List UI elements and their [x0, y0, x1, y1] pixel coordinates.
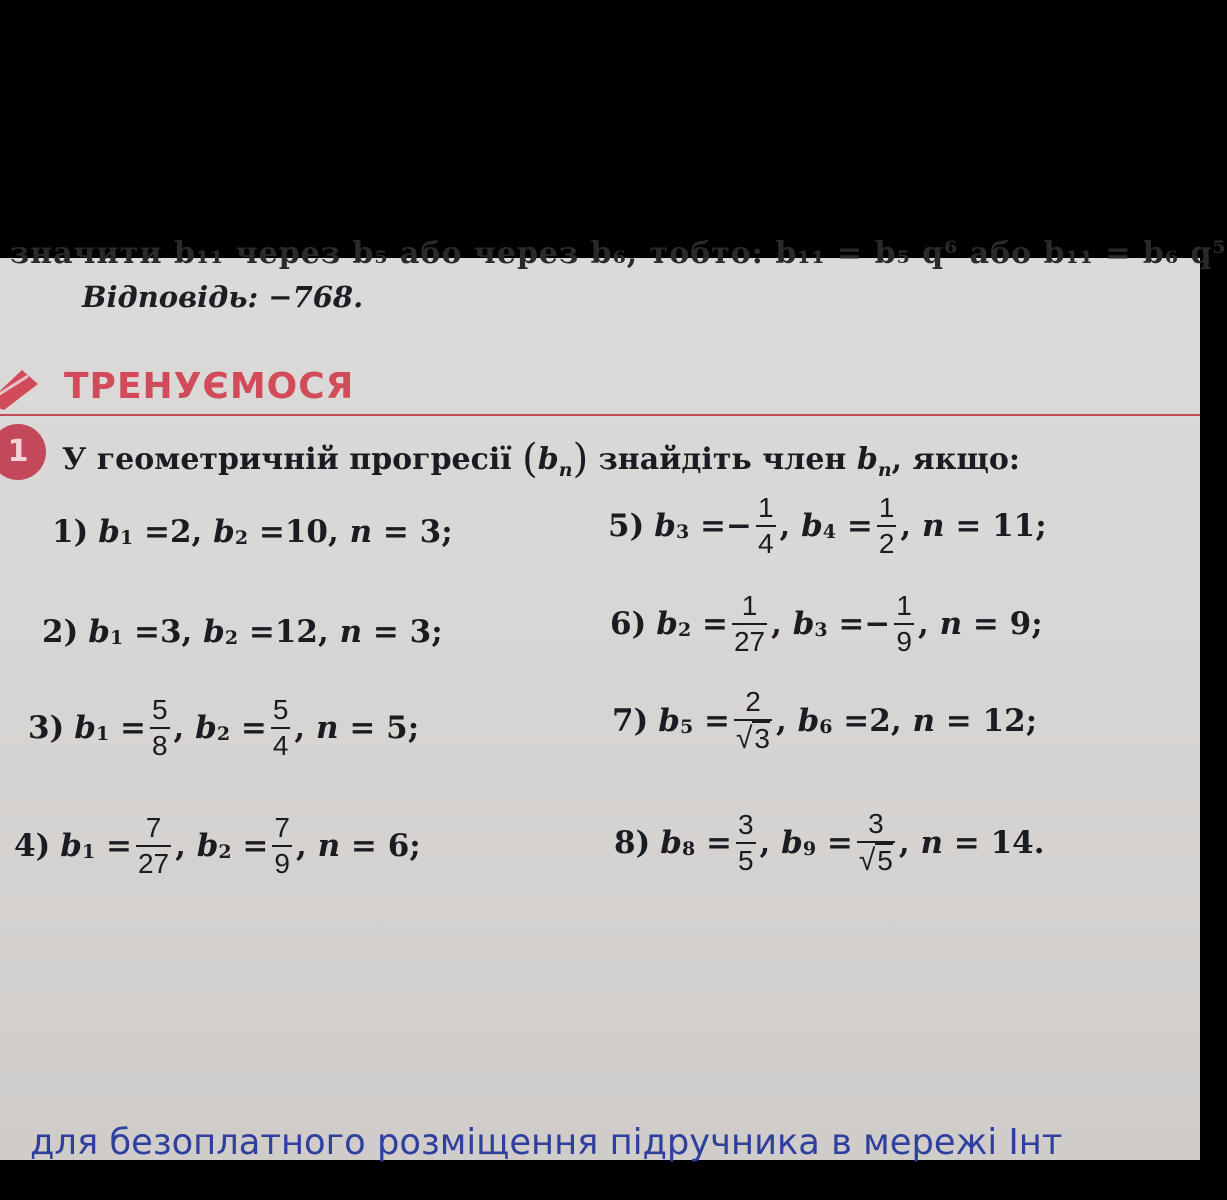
n-var: n — [339, 614, 363, 650]
n-var: n — [317, 828, 341, 864]
term-sub: 1 — [119, 527, 134, 549]
term-value: 2 — [169, 514, 192, 550]
denominator: 4 — [756, 525, 776, 558]
term-var: b — [781, 825, 803, 861]
n-var: n — [939, 606, 963, 642]
fraction — [736, 811, 756, 875]
n-value: 6 — [387, 828, 410, 864]
denominator: 5 — [736, 842, 756, 875]
term-sub: 2 — [677, 619, 692, 641]
denominator: 9 — [894, 623, 914, 656]
item-label: 2) — [42, 614, 79, 650]
n-var: n — [920, 825, 944, 861]
fraction — [136, 814, 171, 878]
term-var: b — [98, 514, 120, 550]
term-var: b — [60, 828, 82, 864]
numerator: 7 — [274, 812, 290, 843]
seq-symbol: b — [537, 442, 559, 477]
textbook-page — [0, 236, 1227, 1163]
denominator: 9 — [272, 845, 292, 878]
term-sub: 2 — [218, 841, 232, 863]
term-sub: 1 — [81, 841, 96, 863]
denominator: 27 — [732, 623, 767, 656]
item-end: ; — [1031, 606, 1043, 642]
denominator: 8 — [150, 727, 170, 760]
n-value: 14 — [990, 825, 1034, 861]
exercise-item-3: 3) b $_1$ = $\frac{5}{8}$ , b $_2$ = $\frac{5}{4}$ , n = 5 ; — [28, 694, 420, 761]
n-var: n — [921, 508, 945, 544]
exercise-item-4: 4) b $_1$ = $\frac{7}{27}$ , b $_2$ = $\frac{7}{9}$ , n = 6 ; — [14, 812, 421, 879]
term-sub: 5 — [679, 716, 694, 738]
n-var: n — [349, 514, 373, 550]
term-var: b — [801, 508, 823, 544]
numerator: 1 — [741, 590, 758, 621]
item-label: 8) — [614, 825, 651, 861]
exercise-item-8: 8) b $_8$ = $\frac{3}{5}$ , b $_9$ = $\frac{3}{√5}$ , n = 14 . — [614, 808, 1045, 877]
footer-notice: для безоплатного розміщення підручника в мережі Інт — [30, 1122, 1063, 1163]
n-var: n — [912, 703, 936, 739]
term-var: b — [656, 606, 678, 642]
term-sub: 9 — [802, 838, 817, 860]
item-end: ; — [409, 828, 421, 864]
previous-answer: Відповідь: −768. — [82, 280, 364, 314]
term-sub: 3 — [814, 619, 828, 641]
item-end: . — [1033, 825, 1045, 861]
numerator: 1 — [878, 492, 895, 523]
section-title: ТРЕНУЄМОСЯ — [64, 366, 355, 407]
item-end: ; — [441, 514, 453, 550]
sqrt-denominator: √5 — [857, 841, 895, 876]
fraction — [150, 696, 170, 760]
task-text-mid: знайдіть член — [598, 442, 847, 477]
term-var: b — [213, 514, 235, 550]
term-value: 12 — [274, 614, 318, 650]
exercise-item-5: 5) b $_3$ = − $\frac{1}{4}$ , b $_4$ = $\frac{1}{2}$ , n = 11 ; — [608, 492, 1047, 559]
term-var: b — [797, 703, 820, 739]
denominator: 4 — [271, 727, 291, 760]
item-label: 1) — [52, 514, 89, 550]
n-value: 3 — [409, 614, 432, 650]
item-label: 3) — [28, 710, 65, 746]
term-sub: 3 — [675, 521, 690, 543]
task-statement: У геометричній прогресії $(b_n)$ знайдіть член $b_n$, якщо: — [62, 436, 1020, 482]
term-symbol: b — [856, 442, 878, 477]
term-var: b — [74, 710, 96, 746]
fraction — [732, 592, 767, 656]
task-text-before: У геометричній прогресії — [62, 442, 512, 477]
n-value: 11 — [992, 508, 1036, 544]
fraction — [857, 810, 895, 876]
item-label: 7) — [612, 703, 649, 739]
numerator: 1 — [896, 590, 912, 621]
term-sub: 4 — [822, 521, 837, 543]
task-text-after: , якщо: — [891, 442, 1020, 477]
exercise-item-6: 6) b $_2$ = $\frac{1}{27}$ , b $_3$ = − $\frac{1}{9}$ , n = 9 ; — [610, 590, 1043, 657]
fraction — [271, 696, 291, 760]
item-end: ; — [431, 614, 443, 650]
term-sub: 1 — [95, 723, 110, 745]
seq-subscript: n — [558, 459, 573, 481]
term-sub: 6 — [819, 716, 833, 738]
fraction — [756, 494, 776, 558]
term-subscript: n — [877, 459, 892, 481]
minus-sign: − — [864, 606, 891, 642]
item-label: 6) — [610, 606, 647, 642]
term-var: b — [196, 828, 219, 864]
section-divider — [0, 414, 1200, 416]
n-value: 5 — [386, 710, 408, 746]
term-sub: 2 — [234, 527, 249, 549]
pencil-icon — [0, 364, 48, 412]
n-value: 9 — [1009, 606, 1032, 642]
exercise-item-1: 1) b $_1$ = 2 , b $_2$ = 10 , n = 3 ; — [52, 514, 453, 550]
term-value: 10 — [284, 514, 328, 550]
fraction — [734, 688, 772, 754]
term-var: b — [654, 508, 676, 544]
sqrt-radicand: 3 — [754, 723, 770, 754]
n-value: 12 — [982, 703, 1026, 739]
cut-off-text-line: значити b₁₁ через b₅ або через b₆, тобто: b₁₁ = b₅ q⁶ або b₁₁ = b₆ q⁵ — [10, 236, 1227, 271]
term-value: 2 — [869, 703, 891, 739]
term-sub: 8 — [681, 838, 696, 860]
minus-sign: − — [725, 508, 752, 544]
term-sub: 2 — [224, 627, 239, 649]
numerator: 5 — [272, 694, 289, 725]
term-var: b — [203, 614, 225, 650]
exercise-item-2: 2) b $_1$ = 3 , b $_2$ = 12 , n = 3 ; — [42, 614, 443, 650]
denominator: 27 — [136, 845, 171, 878]
term-var: b — [792, 606, 815, 642]
sqrt-denominator: √3 — [734, 719, 772, 754]
item-label: 4) — [14, 828, 51, 864]
numerator: 7 — [145, 812, 162, 843]
numerator: 3 — [737, 809, 754, 840]
exercise-item-7: 7) b $_5$ = $\frac{2}{√3}$ , b $_6$ = 2 , n = 12 ; — [612, 686, 1038, 755]
term-var: b — [88, 614, 110, 650]
n-value: 3 — [419, 514, 442, 550]
term-sub: 1 — [109, 627, 124, 649]
term-value: 3 — [159, 614, 182, 650]
numerator: 2 — [745, 686, 761, 717]
term-var: b — [195, 710, 217, 746]
denominator: 2 — [877, 525, 897, 558]
n-var: n — [316, 710, 339, 746]
item-label: 5) — [608, 508, 645, 544]
numerator: 5 — [151, 694, 168, 725]
term-sub: 2 — [216, 723, 231, 745]
fraction — [894, 592, 914, 656]
fraction — [272, 814, 292, 878]
numerator: 1 — [757, 492, 774, 523]
task-number-badge: 1 — [0, 424, 46, 480]
item-end: ; — [1025, 703, 1038, 739]
term-var: b — [660, 825, 682, 861]
term-var: b — [658, 703, 680, 739]
fraction — [877, 494, 897, 558]
item-end: ; — [1035, 508, 1047, 544]
sqrt-radicand: 5 — [877, 845, 893, 876]
numerator: 3 — [868, 808, 884, 839]
item-end: ; — [407, 710, 420, 746]
